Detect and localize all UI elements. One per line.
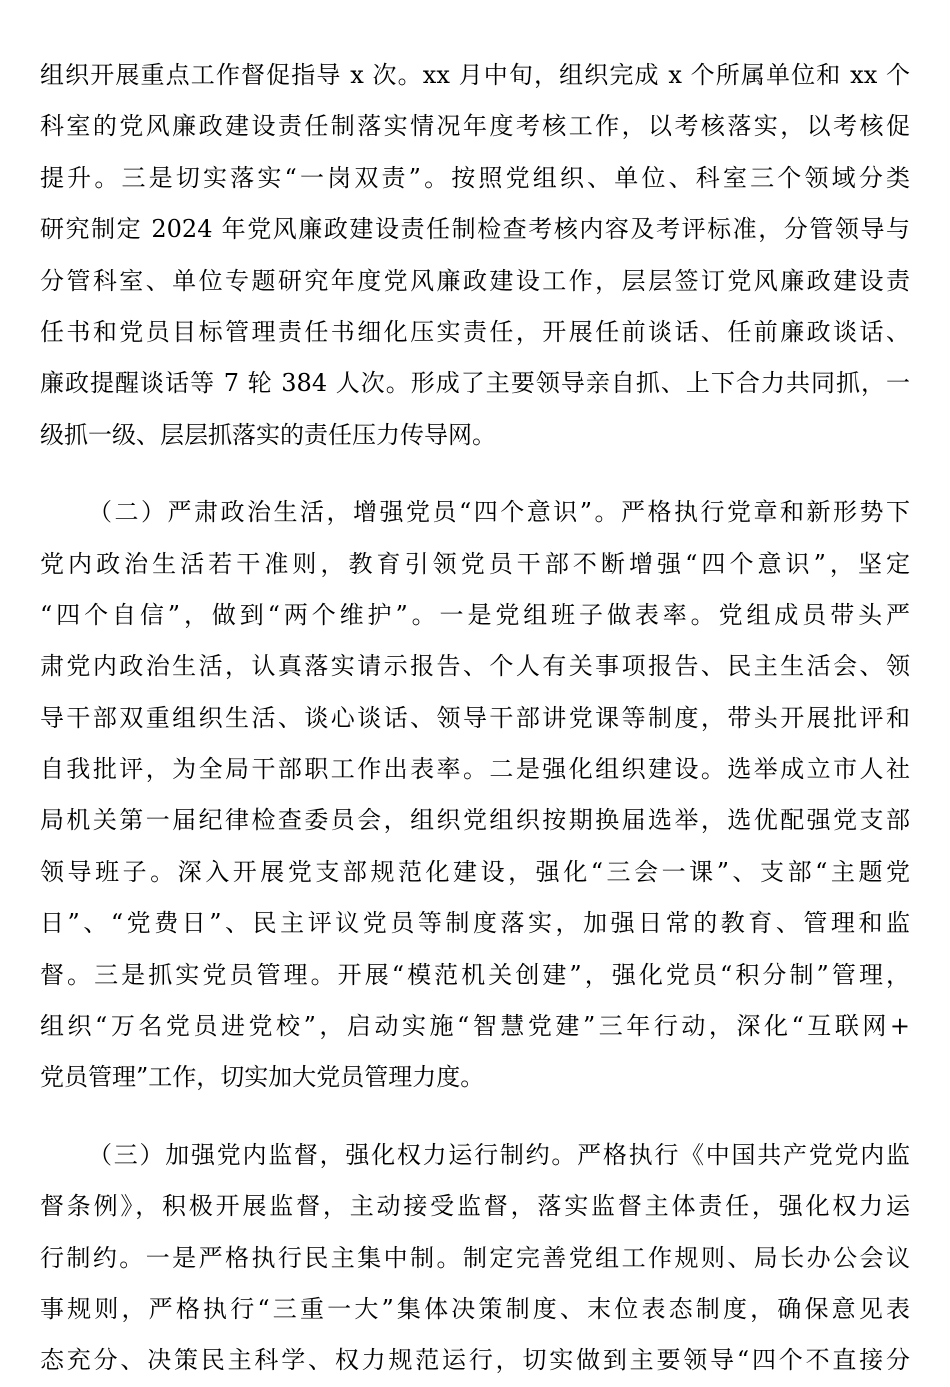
paragraph-gap	[40, 461, 910, 487]
text-line: （二）严肃政治生活，增强党员“四个意识”。严格执行党章和新形势下	[88, 498, 910, 527]
document-page	[40, 50, 910, 1387]
text-line: 科室的党风廉政建设责任制落实情况年度考核工作，以考核落实，以考核促	[40, 112, 910, 141]
text-line: 研究制定 2024 年党风廉政建设责任制检查考核内容及考评标准，分管领导与	[40, 215, 910, 244]
text-line: 任书和党员目标管理责任书细化压实责任，开展任前谈话、任前廉政谈话、	[40, 317, 910, 346]
text-line: 党内政治生活若干准则，教育引领党员干部不断增强“四个意识”，坚定	[40, 549, 910, 578]
text-line: 态充分、决策民主科学、权力规范运行，切实做到主要领导“四个不直接分	[40, 1346, 910, 1375]
text-line: 日”、“党费日”、民主评议党员等制度落实，加强日常的教育、管理和监	[40, 909, 910, 938]
text-line: （三）加强党内监督，强化权力运行制约。严格执行《中国共产党党内监	[88, 1140, 910, 1169]
text-line: 组织开展重点工作督促指导 x 次。xx 月中旬，组织完成 x 个所属单位和 xx 个	[40, 61, 910, 89]
text-line: 督。三是抓实党员管理。开展“模范机关创建”，强化党员“积分制”管理，	[40, 960, 910, 989]
text-line: 督条例》，积极开展监督，主动接受监督，落实监督主体责任，强化权力运	[40, 1192, 910, 1221]
paragraph-gap	[40, 1104, 910, 1130]
text-line: 导干部双重组织生活、谈心谈话、领导干部讲党课等制度，带头开展批评和	[40, 703, 910, 732]
text-line: 组织“万名党员进党校”，启动实施“智慧党建”三年行动，深化“互联网+	[40, 1012, 910, 1041]
text-line: “四个自信”，做到“两个维护”。一是党组班子做表率。党组成员带头严	[40, 600, 910, 629]
paragraph-2	[40, 487, 910, 1104]
paragraph-3	[40, 1130, 910, 1387]
text-line: 局机关第一届纪律检查委员会，组织党组织按期换届选举，选优配强党支部	[40, 806, 910, 835]
text-line: 事规则，严格执行“三重一大”集体决策制度、末位表态制度，确保意见表	[40, 1294, 910, 1323]
text-line: 党员管理”工作，切实加大党员管理力度。	[40, 1063, 485, 1092]
paragraph-1	[40, 50, 910, 461]
text-line: 提升。三是切实落实“一岗双责”。按照党组织、单位、科室三个领域分类	[40, 163, 910, 192]
text-line: 级抓一级、层层抓落实的责任压力传导网。	[40, 420, 496, 449]
text-line: 自我批评，为全局干部职工作出表率。二是强化组织建设。选举成立市人社	[40, 755, 910, 784]
text-line: 廉政提醒谈话等 7 轮 384 人次。形成了主要领导亲自抓、上下合力共同抓，一	[40, 369, 910, 398]
text-line: 肃党内政治生活，认真落实请示报告、个人有关事项报告、民主生活会、领	[40, 652, 910, 681]
text-line: 领导班子。深入开展党支部规范化建设，强化“三会一课”、支部“主题党	[40, 857, 910, 886]
text-line: 行制约。一是严格执行民主集中制。制定完善党组工作规则、局长办公会议	[40, 1243, 910, 1272]
text-line: 分管科室、单位专题研究年度党风廉政建设工作，层层签订党风廉政建设责	[40, 266, 910, 295]
